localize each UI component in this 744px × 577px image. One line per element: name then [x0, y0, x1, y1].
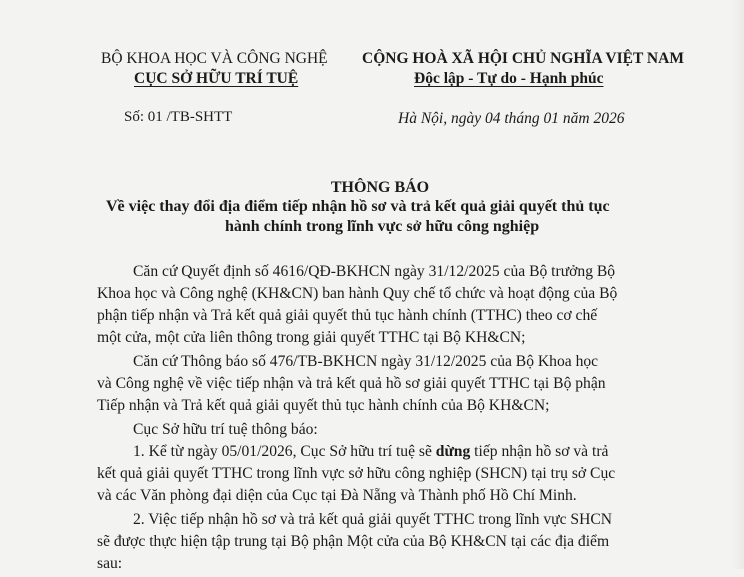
country-name: CỘNG HOÀ XÃ HỘI CHỦ NGHĨA VIỆT NAM	[362, 50, 684, 67]
notice-title: THÔNG BÁO	[330, 179, 430, 196]
ministry-name: BỘ KHOA HỌC VÀ CÔNG NGHỆ	[101, 50, 328, 67]
text-line: và các Văn phòng đại diện của Cục tại Đà Nẵng và Thành phố Hồ Chí Minh.	[97, 487, 577, 504]
text-line: sau:	[97, 555, 123, 572]
text-line: Tiếp nhận và Trả kết quả giải quyết thủ tục hành chính của Bộ KH&CN;	[97, 397, 550, 414]
text-line: Căn cứ Quyết định số 4616/QĐ-BKHCN ngày 31/12/2025 của Bộ trưởng Bộ	[133, 263, 616, 280]
emphasis-stop: dừng	[435, 443, 471, 460]
text-line: Căn cứ Thông báo số 476/TB-BKHCN ngày 31/12/2025 của Bộ Khoa học	[133, 353, 599, 370]
text-line: sẽ được thực hiện tập trung tại Bộ phận Một cửa của Bộ KH&CN tại các địa điểm	[97, 533, 610, 550]
text-line	[97, 443, 657, 465]
text-line: 2. Việc tiếp nhận hồ sơ và trả kết quả giải quyết TTHC trong lĩnh vực SHCN	[133, 511, 613, 528]
paragraph-item-2	[97, 511, 657, 577]
text-line: Cục Sở hữu trí tuệ thông báo:	[133, 421, 318, 438]
item-1-end: tiếp nhận hồ sơ và trả	[470, 443, 609, 460]
paragraph-announcement-intro	[97, 421, 657, 443]
place-and-date: Hà Nội, ngày 04 tháng 01 năm 2026	[398, 110, 625, 127]
paragraph-item-1	[97, 443, 657, 509]
item-1-start: 1. Kể từ ngày 05/01/2026, Cục Sở hữu trí tuệ sẽ	[133, 443, 436, 460]
text-line: và Công nghệ về việc tiếp nhận và trả kết quả hồ sơ giải quyết TTHC tại Bộ phận	[97, 375, 606, 392]
national-motto: Độc lập - Tự do - Hạnh phúc	[414, 70, 604, 87]
document-number: Số: 01 /TB-SHTT	[124, 109, 233, 125]
page-edge-shadow	[732, 0, 744, 569]
paragraph-legal-basis-2	[97, 353, 657, 419]
paragraph-legal-basis-1	[97, 263, 657, 351]
notice-subtitle-line-2: hành chính trong lĩnh vực sở hữu công nghiệp	[225, 218, 540, 235]
text-line: phận tiếp nhận và Trả kết quả giải quyết thủ tục hành chính (TTHC) theo cơ chế	[97, 307, 598, 324]
text-line: Khoa học và Công nghệ (KH&CN) ban hành Quy chế tổ chức và hoạt động của Bộ	[97, 285, 618, 302]
text-line: một cửa, một cửa liên thông trong giải quyết TTHC tại Bộ KH&CN;	[97, 329, 526, 346]
agency-name: CỤC SỞ HỮU TRÍ TUỆ	[134, 70, 299, 87]
notice-subtitle-line-1: Về việc thay đổi địa điểm tiếp nhận hồ sơ và trả kết quả giải quyết thủ tục	[106, 198, 610, 215]
text-line: kết quả giải quyết TTHC trong lĩnh vực sở hữu công nghiệp (SHCN) tại trụ sở Cục	[97, 465, 616, 482]
